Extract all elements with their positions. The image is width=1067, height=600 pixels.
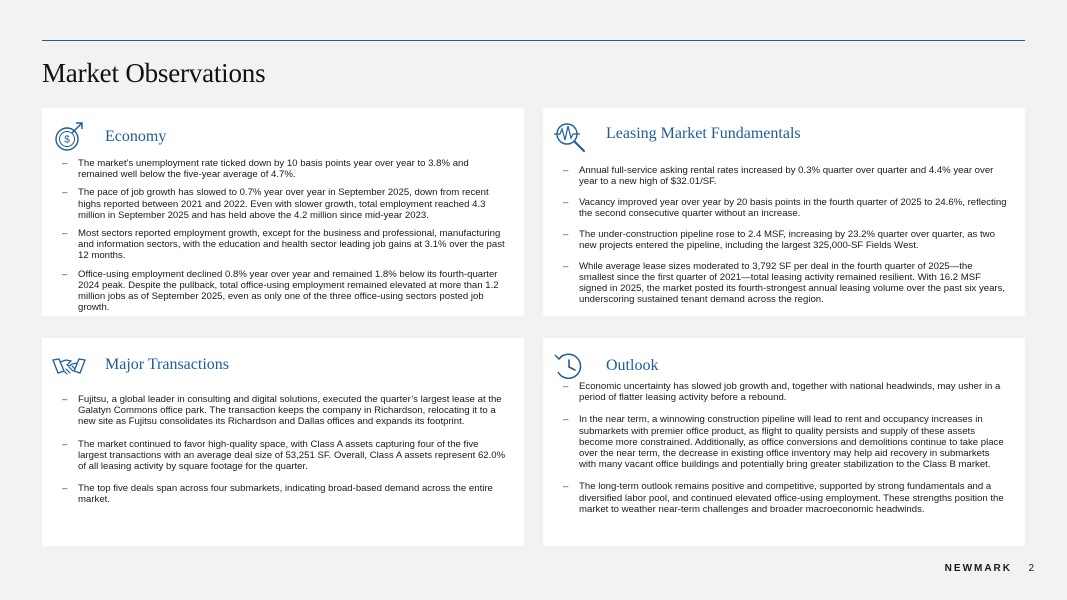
leasing-card <box>543 108 1025 316</box>
list-item: – Most sectors reported employment growth, except for the business and professional, manufacturing and information sectors, with the education and health sector leading job gains at 3.1% over the past 12 months. <box>62 228 506 262</box>
page-title: Market Observations <box>42 58 266 88</box>
list-item: – Economic uncertainty has slowed job growth and, together with national headwinds, may usher in a period of flatter leasing activity before a rebound. <box>563 381 1007 403</box>
economy-card <box>42 108 524 316</box>
list-item: – Office-using employment declined 0.8% year over year and remained 1.8% below its fourth-quarter 2024 peak. Despite the pullback, total office-using employment remained elevated at more than 1.2 million jobs as of September 2025, even as only one of the three office-using sectors posted job growth. <box>62 269 506 314</box>
list-item: – In the near term, a winnowing construction pipeline will lead to rent and occupancy increases in submarkets with premier office product, as flight to quality persists and supply of these assets become more constrained. Additionally, as office conversions and demolitions continue to take place over the near term, the decrease in existing office inventory may help aid recovery in submarkets with many vacant office buildings and potentially bring greater stabilization to the Class B market. <box>563 414 1007 470</box>
list-item: – The under-construction pipeline rose to 2.4 MSF, increasing by 23.2% quarter over quarter, as two new projects entered the pipeline, including the largest 325,000-SF Fields West. <box>563 229 1007 251</box>
leasing-bullet-list <box>563 165 1007 315</box>
list-item: – While average lease sizes moderated to 3,792 SF per deal in the fourth quarter of 2025—the smallest since the first quarter of 2021—total leasing activity remained resilient. With 16.2 MSF signed in 2025, the market posted its fourth-strongest annual leasing volume over the past six years, underscoring sustained tenant demand across the region. <box>563 261 1007 306</box>
leasing-title: Leasing Market Fundamentals <box>606 125 801 142</box>
clock-cycle-icon <box>553 350 587 384</box>
transactions-bullet-list <box>62 394 506 517</box>
list-item: – Annual full-service asking rental rates increased by 0.3% quarter over quarter and 4.4% year over year to a new high of $32.01/SF. <box>563 165 1007 187</box>
brand-logo: NEWMARK <box>944 563 1012 574</box>
outlook-card <box>543 338 1025 546</box>
top-divider <box>42 40 1025 41</box>
list-item: – The market’s unemployment rate ticked down by 10 basis points year over year to 3.8% and remained well below the five-year average of 4.7%. <box>62 158 506 180</box>
handshake-icon <box>52 350 86 384</box>
magnifier-pulse-icon <box>553 120 587 154</box>
outlook-title: Outlook <box>606 357 659 374</box>
page-number: 2 <box>1028 563 1034 574</box>
transactions-title: Major Transactions <box>105 356 229 373</box>
list-item: – The pace of job growth has slowed to 0.7% year over year in September 2025, down from recent highs reported between 2021 and 2022. Even with slower growth, total employment reached 4.3 million in September 2025 and has held above the 4.2 million since mid-year 2023. <box>62 187 506 221</box>
list-item: – Fujitsu, a global leader in consulting and digital solutions, executed the quarter’s largest lease at the Galatyn Commons office park. The transaction keeps the company in Richardson, relocating it to a new site as Fujitsu consolidates its Richardson and Dallas offices and expands its footprint. <box>62 394 506 428</box>
list-item: – The top five deals span across four submarkets, indicating broad-based demand across the entire market. <box>62 483 506 505</box>
list-item: – The market continued to favor high-quality space, with Class A assets capturing four of the five largest transactions with an average deal size of 53,251 SF. Overall, Class A assets represent 62.0% of all leasing activity by square footage for the quarter. <box>62 439 506 473</box>
economy-title: Economy <box>105 128 167 145</box>
outlook-bullet-list <box>563 381 1007 526</box>
list-item: – Vacancy improved year over year by 20 basis points in the fourth quarter of 2025 to 24.6%, reflecting the second consecutive quarter without an increase. <box>563 197 1007 219</box>
svg-text:$: $ <box>64 134 70 146</box>
dollar-growth-icon <box>52 120 86 154</box>
list-item: – The long-term outlook remains positive and competitive, supported by strong fundamentals and a diversified labor pool, and continued elevated office-using employment. These strengths position the market to weather near-term challenges and broader macroeconomic headwinds. <box>563 481 1007 515</box>
economy-bullet-list <box>62 158 506 320</box>
transactions-card <box>42 338 524 546</box>
